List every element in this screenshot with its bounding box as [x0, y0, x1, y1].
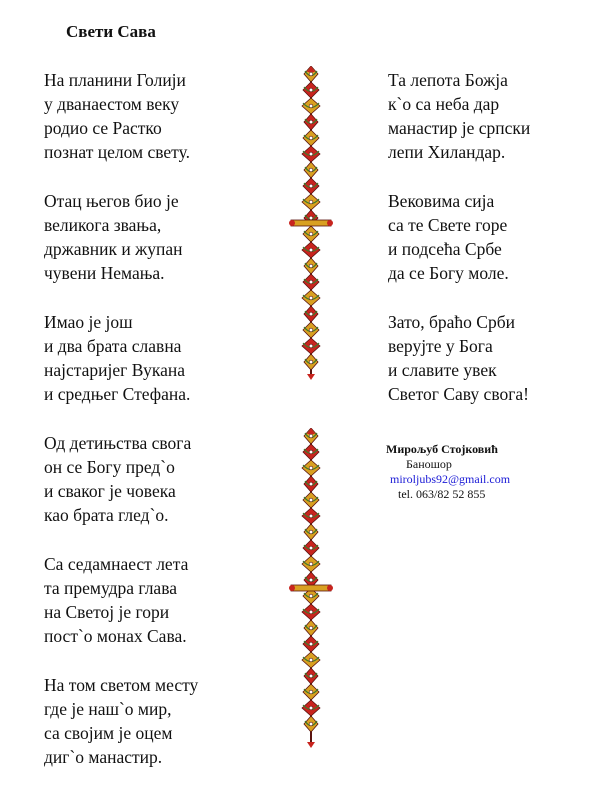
stanza: [44, 552, 284, 648]
poem-left-column: [44, 68, 284, 794]
poem-line: најстаријег Вукана: [44, 360, 186, 380]
author-signature: [384, 442, 564, 502]
stanza: [388, 310, 598, 406]
poem-line: и подсећа Србе: [388, 239, 502, 259]
poem-line: чувени Немања.: [44, 263, 165, 283]
stanza: [388, 189, 598, 285]
poem-line: манастир је српски: [388, 118, 531, 138]
poem-line: државник и жупан: [44, 239, 183, 259]
poem-line: у дванаестом веку: [44, 94, 180, 114]
poem-title: Свети Сава: [66, 22, 156, 41]
poem-line: са те Свете горе: [388, 215, 508, 235]
poem-line: великога звања,: [44, 215, 162, 235]
poem-line: и два брата славна: [44, 336, 182, 356]
poem-line: и средњег Стефана.: [44, 384, 191, 404]
poem-line: На том светом месту: [44, 675, 199, 695]
braid-ornament-top: [288, 66, 334, 380]
author-email-link[interactable]: miroljubs92@gmail.com: [390, 472, 511, 486]
poem-line: Имао је још: [44, 312, 133, 332]
stanza: [44, 431, 284, 527]
poem-line: и сваког је човека: [44, 481, 176, 501]
poem-line: да се Богу моле.: [388, 263, 509, 283]
braid-ornament-bottom: [288, 428, 334, 748]
poem-right-column: [388, 68, 598, 431]
stanza: [44, 673, 284, 769]
author-name: Мирољуб Стојковић: [386, 442, 498, 456]
poem-line: родио се Растко: [44, 118, 162, 138]
poem-line: и славите увек: [388, 360, 497, 380]
poem-line: Вековима сија: [388, 191, 495, 211]
stanza: [44, 310, 284, 406]
poem-line: Зато, браћо Срби: [388, 312, 515, 332]
poem-line: Отац његов био је: [44, 191, 179, 211]
poem-line: где је наш`о мир,: [44, 699, 172, 719]
poem-line: на Светој је гори: [44, 602, 170, 622]
poem-line: Од детињства свога: [44, 433, 192, 453]
stanza: [44, 189, 284, 285]
author-phone: tel. 063/82 52 855: [398, 487, 486, 501]
poem-line: На планини Голији: [44, 70, 186, 90]
stanza: [44, 68, 284, 164]
poem-line: пост`о монах Сава.: [44, 626, 187, 646]
poem-line: к`о са неба дар: [388, 94, 500, 114]
poem-line: верујте у Бога: [388, 336, 493, 356]
poem-line: лепи Хиландар.: [388, 142, 506, 162]
poem-line: Та лепота Божја: [388, 70, 508, 90]
poem-line: са својим је оцем: [44, 723, 173, 743]
poem-line: Светог Саву свога!: [388, 384, 529, 404]
author-town: Баношор: [406, 457, 452, 471]
poem-line: он се Богу пред`о: [44, 457, 175, 477]
poem-line: познат целом свету.: [44, 142, 190, 162]
poem-line: Са седамнаест лета: [44, 554, 189, 574]
poem-line: та премудра глава: [44, 578, 177, 598]
poem-line: диг`о манастир.: [44, 747, 163, 767]
stanza: [388, 68, 598, 164]
poem-line: као брата глед`о.: [44, 505, 169, 525]
